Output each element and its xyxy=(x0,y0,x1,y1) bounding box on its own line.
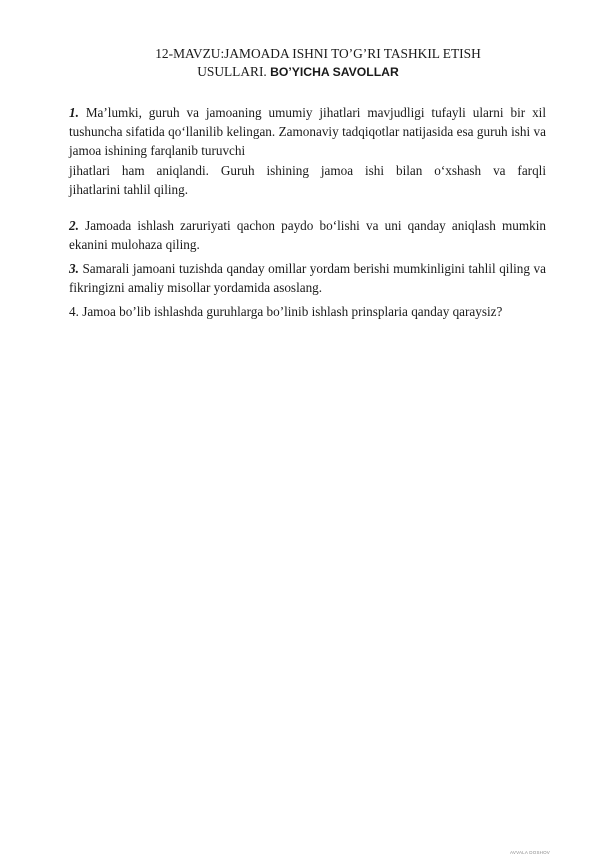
title-suffix: BO’YICHA SAVOLLAR xyxy=(270,65,399,79)
question-2-number: 2. xyxy=(69,218,79,233)
page-title-line-1: 12-MAVZU:JAMOADA ISHNI TO’G’RI TASHKIL ETISH xyxy=(155,46,481,61)
page-footer: AVVALA DOSHOV xyxy=(510,850,550,855)
question-3 xyxy=(69,259,546,297)
question-1-number: 1. xyxy=(69,105,79,120)
question-1-part-1: Ma’lumki, guruh va jamoaning umumiy jihatlari mavjudligi tufayli ularni bir xil tushuncha sifatida qo‘llanilib kelingan. Zamonaviy tadqiqotlar natijasida esa guruh ishi va jamoa ishining farqlanib turuvchi xyxy=(69,105,546,159)
question-3-number: 3. xyxy=(69,261,79,276)
question-1 xyxy=(69,103,546,199)
title-prefix: USULLARI. xyxy=(197,64,271,79)
question-2-text xyxy=(69,216,546,254)
question-2 xyxy=(69,216,546,254)
question-4-text: 4. Jamoa bo’lib ishlashda guruhlarga bo’linib ishlash prinsplaria qanday qaraysiz? xyxy=(69,304,503,319)
question-4 xyxy=(69,302,546,321)
question-1-text xyxy=(69,103,546,161)
question-3-body: Samarali jamoani tuzishda qanday omillar yordam berishi mumkinligini tahlil qiling va fikringizni amaliy misollar yordamida asoslang. xyxy=(69,261,546,296)
question-1-part-2: jihatlari ham aniqlandi. Guruh ishining jamoa ishi bilan o‘xshash va farqli xyxy=(69,162,546,178)
question-2-body: Jamoada ishlash zaruriyati qachon paydo bo‘lishi va uni qanday aniqlash mumkin ekanini mulohaza qiling. xyxy=(69,218,546,253)
question-3-text xyxy=(69,259,546,297)
page-title-line-2 xyxy=(0,63,596,81)
question-1-part-3: jihatlarini tahlil qiling. xyxy=(69,181,189,197)
